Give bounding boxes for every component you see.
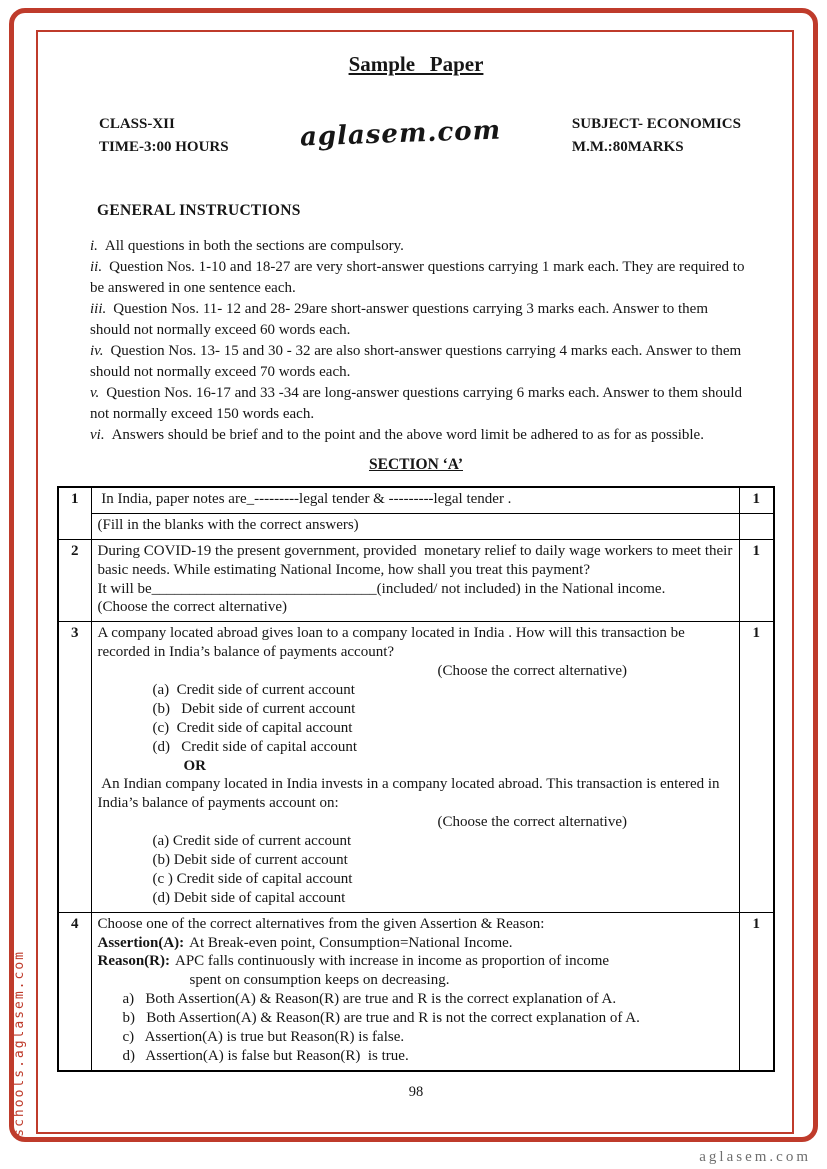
instruction-text: Question Nos. 13- 15 and 30 - 32 are also short-answer questions carrying 4 marks each. Answer to them should not normally exceed 70 words each. xyxy=(90,343,742,380)
header-right-block xyxy=(572,113,741,158)
question-text xyxy=(91,912,739,1071)
marks-cell: 1 xyxy=(739,487,774,513)
question-row-2 xyxy=(58,539,774,622)
question-text: In India, paper notes are_---------legal tender & ---------legal tender . xyxy=(91,487,739,513)
option-a: (a) Credit side of current account xyxy=(152,682,355,699)
reason-label: Reason(R): xyxy=(97,953,170,970)
document-content xyxy=(57,36,775,1101)
instruction-text: Question Nos. 16-17 and 33 -34 are long-answer questions carrying 6 marks each. Answer to them should not normally exceed 150 words each. xyxy=(90,385,742,422)
section-a-label: SECTION ‘A’ xyxy=(368,456,463,473)
option-d: (d) Credit side of capital account xyxy=(152,738,358,755)
option-d: (d) Debit side of capital account xyxy=(152,889,346,906)
exam-header xyxy=(57,113,775,158)
marks-cell-empty xyxy=(739,513,774,539)
question-paragraph: Choose one of the correct alternatives from the given Assertion & Reason: xyxy=(97,915,545,932)
general-instructions-heading: GENERAL INSTRUCTIONS xyxy=(97,202,301,219)
or-separator: OR xyxy=(183,757,206,774)
instructions-list xyxy=(90,236,747,446)
instruction-numeral: v. xyxy=(90,385,100,401)
choose-alternative-note: (Choose the correct alternative) xyxy=(437,663,627,680)
question-paragraph: A company located abroad gives loan to a company located in India . How will this transaction be recorded in India’s balance of payments account? xyxy=(97,625,689,661)
aglasem-watermark: aglasem.com xyxy=(299,115,502,153)
instruction-numeral: vi. xyxy=(90,427,105,443)
reason-line xyxy=(98,952,733,971)
instruction-item xyxy=(90,383,747,425)
page-title: Sample Paper xyxy=(348,52,484,76)
option-b: (b) Debit side of current account xyxy=(152,852,348,869)
page-number: 98 xyxy=(408,1083,424,1100)
instruction-text: Question Nos. 1-10 and 18-27 are very short-answer questions carrying 1 mark each. They are required to be answered in one sentence each. xyxy=(90,259,745,296)
instruction-numeral: ii. xyxy=(90,259,103,275)
question-paragraph: During COVID-19 the present government, provided monetary relief to daily wage workers to meet their basic needs. While estimating National Income, how shall you treat this payment? xyxy=(97,542,737,578)
instruction-item xyxy=(90,341,747,383)
option-d: d) Assertion(A) is false but Reason(R) is true. xyxy=(122,1047,409,1064)
instruction-numeral: iii. xyxy=(90,301,107,317)
questions-table xyxy=(57,486,775,1072)
option-a: (a) Credit side of current account xyxy=(152,833,352,850)
option-b: (b) Debit side of current account xyxy=(152,700,356,717)
reason-continuation: spent on consumption keeps on decreasing. xyxy=(189,972,450,989)
instruction-text: All questions in both the sections are compulsory. xyxy=(104,238,404,254)
class-label: CLASS-XII xyxy=(99,116,175,132)
option-b: b) Both Assertion(A) & Reason(R) are true and R is not the correct explanation of A. xyxy=(122,1010,640,1027)
question-text xyxy=(91,539,739,622)
instruction-item xyxy=(90,257,747,299)
option-a: a) Both Assertion(A) & Reason(R) are true and R is the correct explanation of A. xyxy=(122,991,617,1008)
instruction-numeral: iv. xyxy=(90,343,104,359)
question-number: 1 xyxy=(58,487,91,539)
instruction-text: Answers should be brief and to the point and the above word limit be adhered to as for as possible. xyxy=(111,427,704,443)
choose-alternative-note: (Choose the correct alternative) xyxy=(97,599,287,616)
option-c: c) Assertion(A) is true but Reason(R) is false. xyxy=(122,1029,405,1046)
question-row-4 xyxy=(58,912,774,1071)
assertion-label: Assertion(A): xyxy=(97,934,185,951)
instruction-numeral: i. xyxy=(90,238,98,254)
section-a-heading xyxy=(57,456,775,474)
marks-cell: 1 xyxy=(739,912,774,1071)
choose-alternative-note: (Choose the correct alternative) xyxy=(437,814,627,831)
assertion-line xyxy=(98,934,733,953)
option-c: (c) Credit side of capital account xyxy=(152,719,353,736)
marks-cell: 1 xyxy=(739,539,774,622)
question-text xyxy=(91,622,739,912)
assertion-text: At Break-even point, Consumption=National Income. xyxy=(189,934,513,951)
subject-label: SUBJECT- ECONOMICS xyxy=(571,116,741,132)
instruction-item xyxy=(90,236,747,257)
question-subtext: (Fill in the blanks with the correct answers) xyxy=(91,513,739,539)
instruction-item xyxy=(90,425,747,446)
question-row-3 xyxy=(58,622,774,912)
max-marks-label: M.M.:80MARKS xyxy=(571,138,684,155)
option-c: (c ) Credit side of capital account xyxy=(152,870,353,887)
instruction-text: Question Nos. 11- 12 and 28- 29are short-answer questions carrying 3 marks each. Answer to them should not normally exceed 60 words each. xyxy=(90,301,708,338)
question-row-1-sub xyxy=(58,513,774,539)
question-paragraph: It will be______________________________(included/ not included) in the National income. xyxy=(97,580,666,597)
side-watermark-text: schools.aglasem.com xyxy=(12,950,27,1137)
question-number: 4 xyxy=(58,912,91,1071)
footer-brand-text: aglasem.com xyxy=(699,1149,811,1165)
marks-cell: 1 xyxy=(739,622,774,912)
question-number: 2 xyxy=(58,539,91,622)
question-paragraph: An Indian company located in India invests in a company located abroad. This transaction is entered in India’s balance of payments account on: xyxy=(97,776,724,812)
question-number: 3 xyxy=(58,622,91,912)
instruction-item xyxy=(90,299,747,341)
question-row-1 xyxy=(58,487,774,513)
reason-text: APC falls continuously with increase in income as proportion of income xyxy=(175,953,610,970)
header-left-block xyxy=(99,113,229,158)
time-label: TIME-3:00 HOURS xyxy=(99,138,229,155)
